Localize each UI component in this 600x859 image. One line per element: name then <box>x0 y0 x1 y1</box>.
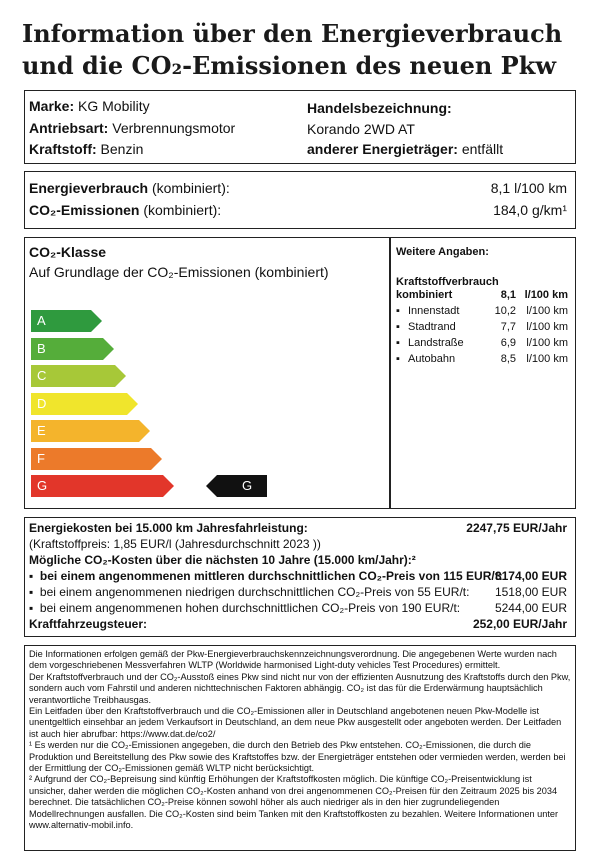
co2-label: CO₂-Emissionen <box>29 202 140 218</box>
detail-unit: l/100 km <box>526 321 568 333</box>
bullet-icon: ▪ <box>29 601 40 615</box>
detail-unit: l/100 km <box>526 337 568 349</box>
co2-suffix: (kombiniert): <box>143 202 222 218</box>
co2-line <box>29 202 221 218</box>
co2-value: 184,0 g/km¹ <box>493 202 567 218</box>
footnote-driving: Der Kraftstoffverbrauch und der CO₂-Ausstoß eines Pkw sind nicht nur von der effizienten Ausnutzung des Kraftstoffs durch den Pkw, sondern auch vom Fahrstil und anderen nichttechnischen Faktoren abhängig. CO₂ ist das für die Erderwärmung hauptsächlich verantwortliche Treibhausgas. <box>29 671 571 705</box>
energie-line <box>29 180 230 196</box>
co2-class-bar: F <box>31 448 151 470</box>
bullet-icon: ▪ <box>396 353 400 365</box>
co2-class-title: CO₂-Klasse <box>29 244 107 260</box>
mittel-text: bei einem angenommenen mittleren durchschnittlichen CO₂-Preis von 115 EUR/t: <box>39 569 503 583</box>
vehicle-info-box <box>24 90 576 164</box>
box-divider <box>389 238 391 508</box>
detail-unit: l/100 km <box>526 353 568 365</box>
kraftstoffpreis-line: (Kraftstoffpreis: 1,85 EUR/l (Jahresdurchschnitt 2023 )) <box>29 537 321 551</box>
footnotes-box <box>24 645 576 851</box>
marke-value: KG Mobility <box>78 98 150 114</box>
kombiniert-unit: l/100 km <box>524 289 568 301</box>
antrieb-row <box>29 118 235 138</box>
mittel-value: 3174,00 EUR <box>494 569 567 583</box>
steuer-label: Kraftfahrzeugsteuer: <box>29 617 148 631</box>
bullet-icon: ▪ <box>29 585 40 599</box>
bullet-icon: ▪ <box>396 321 400 333</box>
antrieb-label: Antriebsart: <box>29 120 109 136</box>
detail-unit: l/100 km <box>526 305 568 317</box>
co2-class-bar: C <box>31 365 115 387</box>
detail-value: 6,9 <box>500 337 516 349</box>
footnote-leitfaden: Ein Leitfaden über den Kraftstoffverbrauch und die CO₂-Emissionen aller in Deutschland angebotenen neuen Pkw-Modelle ist unentgeltlich einsehbar an jedem Verkaufsort in Deutschland, an dem neue Pkw ausgestellt oder angeboten werden. Der Leitfaden ist auch hier abrufbar: https://www.dat.de/co2/ <box>29 706 562 739</box>
detail-value: 10,2 <box>494 305 516 317</box>
kv-title: Kraftstoffverbrauch <box>396 276 499 288</box>
page-title <box>22 18 582 82</box>
handel-value: Korando 2WD AT <box>307 121 415 137</box>
costs-box <box>24 517 576 637</box>
detail-value: 8,5 <box>500 353 516 365</box>
detail-name: Stadtrand <box>408 321 456 333</box>
title-line-2: und die CO₂-Emissionen des neuen Pkw <box>22 51 557 80</box>
kombiniert-label: kombiniert <box>396 289 453 301</box>
detail-name: Landstraße <box>408 337 464 349</box>
energie-value: 8,1 l/100 km <box>490 180 567 196</box>
co2-class-box <box>24 237 576 509</box>
co2-class-bar: G <box>31 475 163 497</box>
kraftstoff-label: Kraftstoff: <box>29 141 97 157</box>
hoch-text: bei einem angenommenen hohen durchschnittlichen CO₂-Preis von 190 EUR/t: <box>39 601 461 615</box>
kraftstoff-row <box>29 139 143 159</box>
bullet-icon: ▪ <box>396 305 400 317</box>
weitere-title: Weitere Angaben: <box>396 246 489 258</box>
detail-name: Autobahn <box>408 353 456 365</box>
co2-class-bar: B <box>31 338 103 360</box>
hoch-value: 5244,00 EUR <box>494 601 567 615</box>
antrieb-value: Verbrennungsmotor <box>112 120 236 136</box>
niedrig-value: 1518,00 EUR <box>494 585 567 599</box>
detail-name: Innenstadt <box>408 305 460 317</box>
kraftstoff-value: Benzin <box>100 141 144 157</box>
mittel-line <box>29 569 573 583</box>
energie-label: Energieverbrauch <box>29 180 149 196</box>
co2-class-subtitle: Auf Grundlage der CO₂-Emissionen (kombiniert) <box>29 264 329 280</box>
moegliche-label: Mögliche CO₂-Kosten über die nächsten 10 Jahre (15.000 km/Jahr):² <box>29 553 416 567</box>
co2-class-bar: A <box>31 310 91 332</box>
co2-class-bar: D <box>31 393 127 415</box>
title-line-1: Information über den Energieverbrauch <box>22 19 563 48</box>
bullet-icon: ▪ <box>29 569 40 583</box>
footnote-2: ² Aufgrund der CO₂-Bepreisung sind künftig Erhöhungen der Kraftstoffkosten möglich. Die künftige CO₂-Preisentwicklung ist unsicher, daher werden die möglichen CO₂-Kosten anhand von drei angenommenen CO₂-Preisen für den Zeitraum 2025 bis 2034 berechnet. Die tatsächlichen CO₂-Preise können sowohl höher als auch niedriger als in den hier zugrundeliegenden Modellrechnungen ausfallen. Die CO₂-Kosten sind beim Tanken mit den Kraftstoffkosten zu bezahlen. Weitere Informationen unter www.alternativ-mobil.info. <box>29 774 559 831</box>
steuer-value: 252,00 EUR/Jahr <box>472 617 567 631</box>
hoch-line <box>29 601 573 615</box>
handel-label: Handelsbezeichnung: <box>307 100 452 116</box>
current-class-marker: G <box>217 475 267 497</box>
handel-label-row <box>307 98 452 118</box>
consumption-box <box>24 171 576 229</box>
energie-suffix: (kombiniert): <box>151 180 230 196</box>
niedrig-text: bei einem angenommenen niedrigen durchschnittlichen CO₂-Preis von 55 EUR/t: <box>39 585 470 599</box>
marke-label: Marke: <box>29 98 75 114</box>
detail-value: 7,7 <box>500 321 516 333</box>
marke-row <box>29 96 150 116</box>
footnote-intro: Die Informationen erfolgen gemäß der Pkw-Energieverbrauchskennzeichnungsverordnung. Die angegebenen Werte wurden nach dem vorgeschriebenen Messverfahren WLTP (Worldwide harmonised Light-duty vehicles Test Procedures) ermittelt. <box>29 649 557 671</box>
energiekosten-value: 2247,75 EUR/Jahr <box>466 521 567 535</box>
anderer-label: anderer Energieträger: <box>307 141 458 157</box>
kombiniert-value: 8,1 <box>500 289 516 301</box>
anderer-row <box>307 139 503 159</box>
bullet-icon: ▪ <box>396 337 400 349</box>
anderer-value: entfällt <box>461 141 504 157</box>
energiekosten-label: Energiekosten bei 15.000 km Jahresfahrleistung: <box>29 521 308 535</box>
niedrig-line <box>29 585 573 599</box>
footnote-1: ¹ Es werden nur die CO₂-Emissionen angegeben, die durch den Betrieb des Pkw entstehen. CO₂-Emissionen, die durch die Produktion und Bereitstellung des Pkw sowie des Kraftstoffes bzw. der Energieträger entstehen oder vermieden werden, werden bei der Ermittlung der CO₂-Emissionen gemäß WLTP nicht berücksichtigt. <box>29 740 566 774</box>
co2-class-bar: E <box>31 420 139 442</box>
